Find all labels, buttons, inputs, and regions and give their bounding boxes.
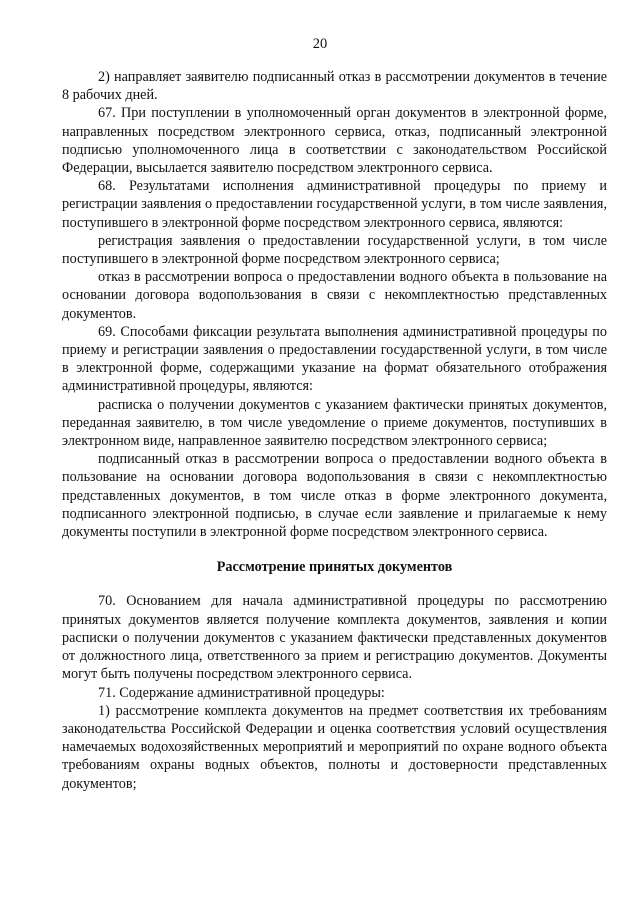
paragraph-68-result-refusal: отказ в рассмотрении вопроса о предоставлении водного объекта в пользование на основании договора водопользования в связи с некомплектностью представленных документов.	[62, 269, 607, 322]
paragraph-67: 67. При поступлении в уполномоченный орган документов в электронной форме, направленных посредством электронного сервиса, отказ, подписанный электронной подписью уполномоченного лица в соответствии с законодательством Российской Федерации, высылается заявителю посредством электронного сервиса.	[62, 105, 607, 177]
paragraph-70: 70. Основанием для начала административной процедуры по рассмотрению принятых документов является получение комплекта документов, заявления и копии расписки о получении документов с указанием фактически представленных документов от должностного лица, ответственного за прием и регистрацию документов. Документы могут быть получены посредством электронного сервиса.	[62, 593, 607, 683]
paragraph-69: 69. Способами фиксации результата выполнения административной процедуры по приему и регистрации заявления о предоставлении государственной услуги, в том числе в электронной форме, содержащими указание на формат обязательного отображения административной процедуры, являются:	[62, 323, 607, 395]
paragraph-71-item-1: 1) рассмотрение комплекта документов на предмет соответствия их требованиям законодательства Российской Федерации и оценка соответствия условий осуществления намечаемых водохозяйственных мероприятий и мероприятий по охране водного объекта требованиям охраны водных объектов, полноты и достоверности представленных документов;	[62, 702, 607, 792]
page-number: 20	[312, 36, 328, 52]
paragraph-68-result-registration: регистрация заявления о предоставлении государственной услуги, в том числе поступившего в электронной форме посредством электронного сервиса;	[62, 232, 607, 268]
document-body	[62, 68, 607, 793]
section-heading: Рассмотрение принятых документов	[216, 559, 453, 576]
paragraph-68: 68. Результатами исполнения административной процедуры по приему и регистрации заявления о предоставлении государственной услуги, в том числе заявления, поступившего в электронной форме посредством электронного сервиса, являются:	[62, 178, 607, 231]
paragraph-69-signed-refusal: подписанный отказ в рассмотрении вопроса о предоставлении водного объекта в пользование на основании договора водопользования в связи с некомплектностью представленных документов, в том числе отказ в форме электронного документа, подписанного электронной подписью, в случае если заявление и прилагаемые к нему документы поступили в электронной форме посредством электронного сервиса.	[62, 451, 607, 541]
paragraph-69-receipt: расписка о получении документов с указанием фактически принятых документов, переданная заявителю, в том числе уведомление о приеме документов, поступивших в электронном виде, направленное заявителю посредством электронного сервиса;	[62, 396, 607, 450]
paragraph-66-item-2: 2) направляет заявителю подписанный отказ в рассмотрении документов в течение 8 рабочих дней.	[62, 69, 607, 104]
paragraph-71: 71. Содержание административной процедуры:	[98, 684, 385, 701]
